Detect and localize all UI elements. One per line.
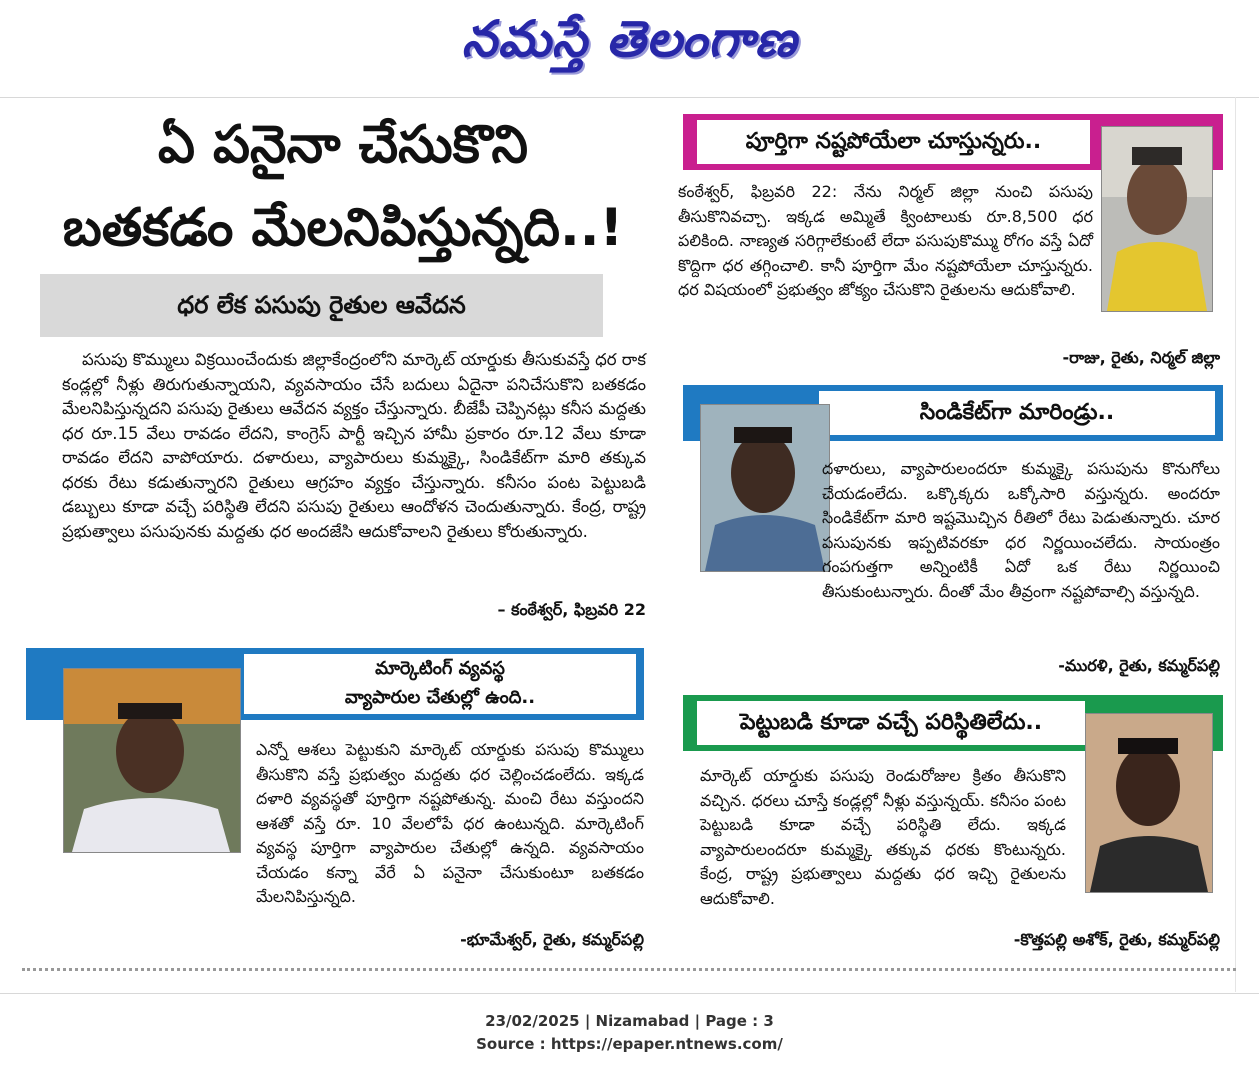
box4-paragraph: మార్కెట్ యార్డుకు పసుపు రెండురోజుల క్రితం తీసుకొని వచ్చిన. ధరలు చూస్తే కండ్లల్లో నీళ్లు వస్తున్నయ్. కనీసం పంట పెట్టుబడి కూడా వచ్చే పరిస్థితి లేదు. ఇక్కడ వ్యాపారులందరూ కుమ్మక్కై తక్కువ ధరకు కొంటున్నరు. కేంద్ర, రాష్ట్ర ప్రభుత్వాలు మద్దతు ధర ఇచ్చి రైతులను ఆదుకోవాలి. — [700, 766, 1066, 908]
box3-signature: -భూమేశ్వర్, రైతు, కమ్మర్‌పల్లి — [460, 930, 644, 949]
box2-signature: -మురళి, రైతు, కమ్మర్‌పల్లి — [1058, 656, 1220, 675]
headline-line-2: బతకడం మేలనిపిస్తున్నది..! — [62, 198, 624, 258]
box4-body — [700, 764, 1066, 911]
footer-source: Source : https://epaper.ntnews.com/ — [476, 1035, 783, 1053]
box3-photo — [63, 668, 241, 853]
box4-signature: -కొత్తపల్లి అశోక్, రైతు, కమ్మర్‌పల్లి — [1013, 930, 1220, 949]
box3-title-wrap — [244, 654, 636, 714]
box1-title: పూర్తిగా నష్టపోయేలా చూస్తున్నరు.. — [697, 120, 1090, 164]
newspaper-logo: నమస్తే తెలంగాణ — [461, 10, 798, 68]
dateline: – కంఠేశ్వర్, ఫిబ్రవరి 22 — [497, 600, 646, 619]
dotted-divider — [22, 968, 1236, 971]
box2-title: సిండికేట్‌గా మారిండ్రు.. — [819, 391, 1215, 435]
main-story-body — [62, 348, 646, 544]
subheadline: ధర లేక పసుపు రైతుల ఆవేదన — [40, 274, 603, 337]
masthead — [0, 0, 1259, 82]
box2-body — [822, 457, 1220, 604]
main-story-paragraph: పసుపు కొమ్ములు విక్రయించేందుకు జిల్లాకేంద్రంలోని మార్కెట్ యార్డుకు తీసుకువస్తే ధర రాక కండ్లల్లో నీళ్లు తిరుగుతున్నాయని, వ్యవసాయం చేసే బదులు ఏదైనా పనిచేసుకొని బతకడం మేలనిపిస్తున్నదని పసుపు రైతులు ఆవేదన వ్యక్తం చేస్తున్నారు. బీజేపీ చెప్పినట్లు కనీస మద్దతు ధర రూ.15 వేలు రావడం లేదని, కాంగ్రెస్ పార్టీ ఇచ్చిన హామీ ప్రకారం రూ.12 వేలు కూడా రావడం లేదని వాపోయారు. దళారులు, వ్యాపారులు కుమ్మక్కై, సిండికేట్‌గా మారి తక్కువ ధరకు రేటు కడుతున్నారని రైతులు ఆగ్రహం వ్యక్తం చేస్తున్నారు. కనీసం పంట పెట్టుబడి డబ్బులు కూడా వచ్చే పరిస్థితి లేదని పసుపు రైతులు ఆందోళన చెందుతున్నారు. కేంద్ర, రాష్ట్ర ప్రభుత్వాలు పసుపునకు మద్దతు ధర అందజేసి ఆదుకోవాలని రైతులు కోరుతున్నారు. — [62, 350, 646, 541]
box1-photo — [1101, 126, 1213, 312]
box2-paragraph: దళారులు, వ్యాపారులందరూ కుమ్మక్కై పసుపును కొనుగోలు చేయడంలేదు. ఒక్కొక్కరు ఒక్కోసారి వస్తున్నరు. అందరూ సిండికేట్‌గా మారి ఇష్టమొచ్చిన రీతిలో రేటు పెడుతున్నారు. చూర పసుపునకు ఇప్పటివరకూ ధర నిర్ణయించలేదు. సాయంత్రం గంపగుత్తగా అన్నింటికీ ఏదో ఒక రేటు నిర్ణయించి తీసుకుంటున్నారు. దీంతో మేం తీవ్రంగా నష్టపోవాల్సి వస్తున్నది. — [822, 459, 1220, 601]
box1-paragraph: కంఠేశ్వర్, ఫిబ్రవరి 22: నేను నిర్మల్ జిల్లా నుంచి పసుపు తీసుకొనివచ్చా. ఇక్కడ అమ్మితే క్వింటాలుకు రూ.8,500 ధర పలికింది. నాణ్యత సరిగ్గాలేకుంటే లేదా పసుపుకొమ్ము రోగం వస్తే ఏదో కొద్దిగా ధర తగ్గించాలి. కానీ పూర్తిగా మేం నష్టపోయేలా చూస్తున్నరు. ధర విషయంలో ప్రభుత్వం జోక్యం చేసుకొని రైతులను ఆదుకోవాలి. — [678, 182, 1093, 299]
box3-paragraph: ఎన్నో ఆశలు పెట్టుకుని మార్కెట్ యార్డుకు పసుపు కొమ్ములు తీసుకొని వస్తే ప్రభుత్వం మద్దతు ధర చెల్లించడంలేదు. ఇక్కడ దళారి వ్యవస్థతో పూర్తిగా నష్టపోతున్న. మంచి రేటు వస్తుందని ఆశతో వస్తే రూ. 10 వేలలోపే ధర ఉంటున్నది. మార్కెటింగ్ వ్యవస్థ పూర్తిగా వ్యాపారుల చేతుల్లో ఉన్నది. వ్యవసాయం చేయడం కన్నా వేరే ఏ పనైనా చేసుకుంటూ బతకడం మేలనిపిస్తున్నది. — [256, 740, 644, 906]
box4-title: పెట్టుబడి కూడా వచ్చే పరిస్థితిలేదు.. — [697, 701, 1085, 745]
box3-body — [256, 738, 644, 910]
box4-photo — [1085, 713, 1213, 893]
page-divider — [1235, 97, 1236, 992]
box3-title-line-2: వ్యాపారుల చేతుల్లో ఉంది.. — [344, 687, 536, 708]
headline-line-1: ఏ పనైనా చేసుకొని — [157, 115, 529, 175]
box1-body — [678, 180, 1093, 303]
box2-photo — [700, 404, 830, 572]
box1-signature: -రాజు, రైతు, నిర్మల్ జిల్లా — [1062, 348, 1220, 367]
footer-date-edition: 23/02/2025 | Nizamabad | Page : 3 — [485, 1012, 774, 1030]
box3-title-line-1: మార్కెటింగ్ వ్యవస్థ — [375, 658, 505, 679]
